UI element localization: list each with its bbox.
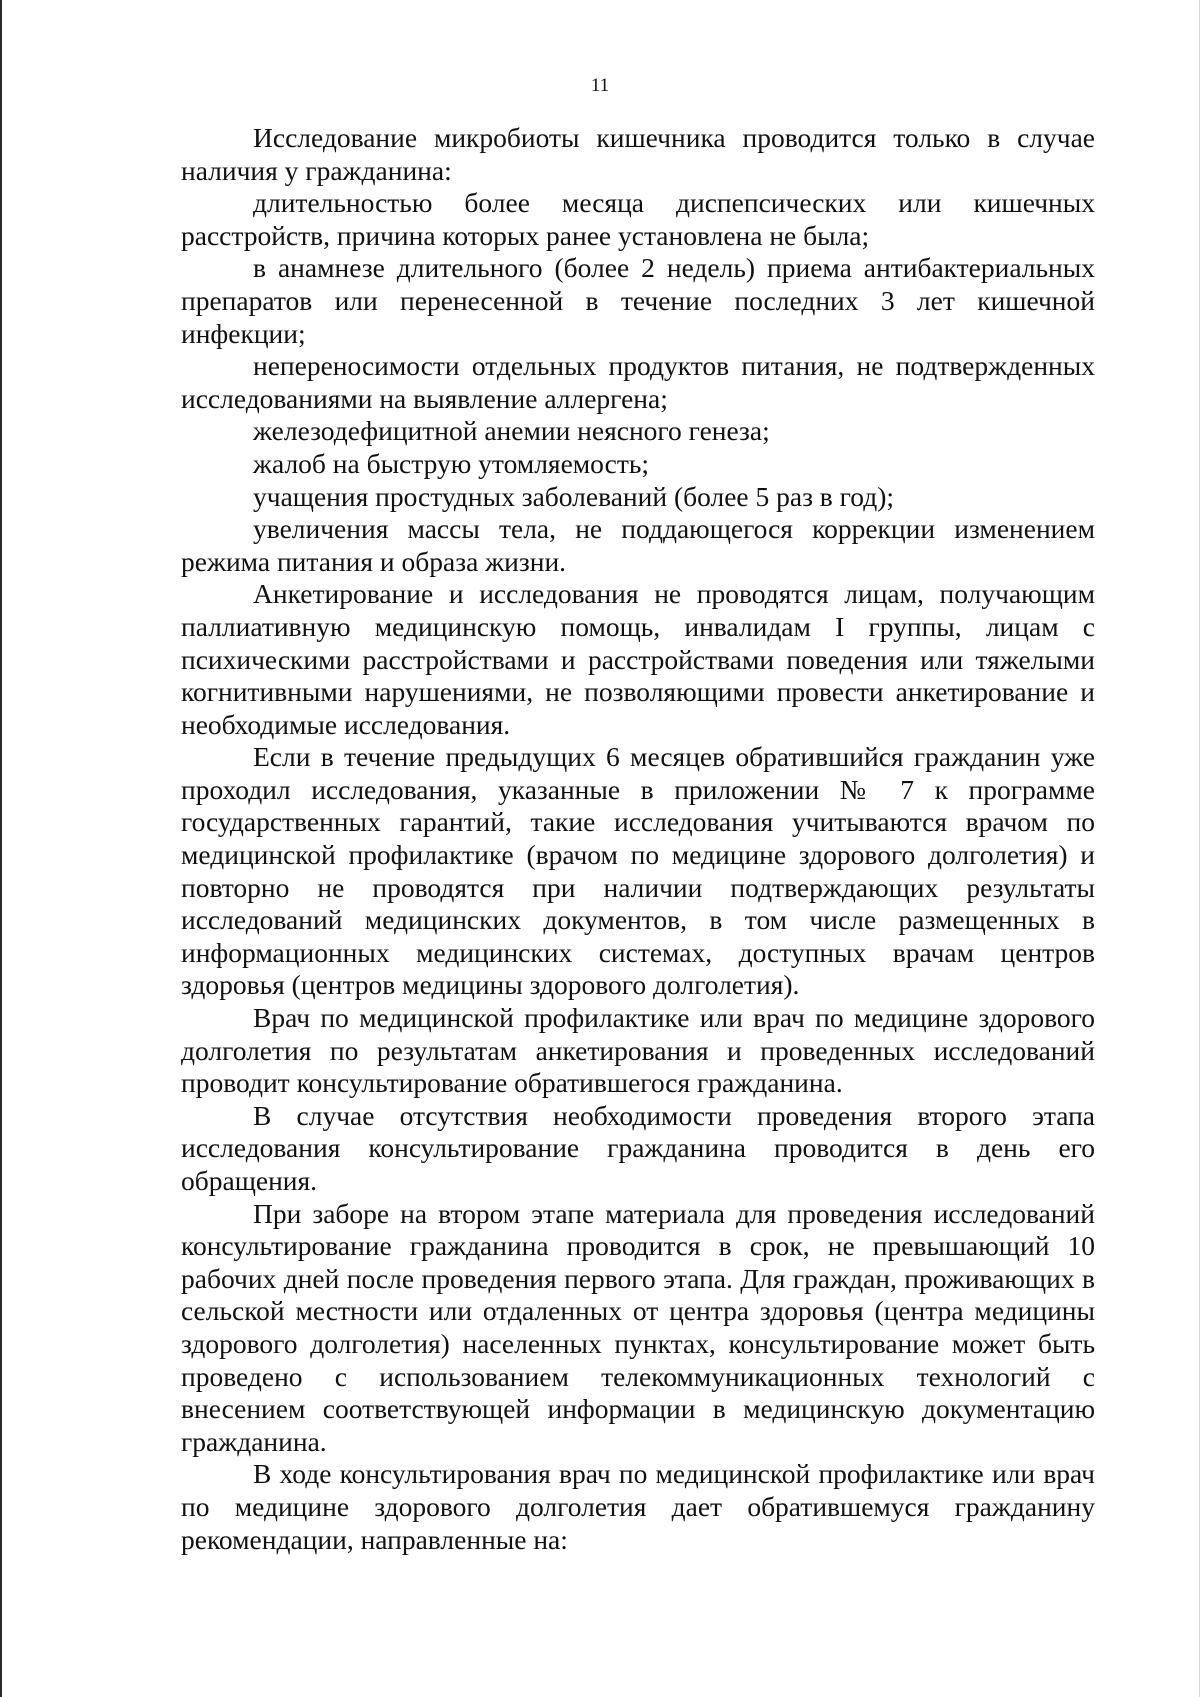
list-item: увеличения массы тела, не поддающегося коррекции изменением режима питания и образа жизни. xyxy=(181,513,1095,577)
page-number: 11 xyxy=(590,75,610,96)
list-item: длительностью более месяца диспепсических или кишечных расстройств, причина которых ранее установлена не была; xyxy=(181,187,1095,251)
list-item: в анамнезе длительного (более 2 недель) приема антибактериальных препаратов или перенесенной в течение последних 3 лет кишечной инфекции; xyxy=(181,252,1095,349)
paragraph: В случае отсутствия необходимости проведения второго этапа исследования консультирование гражданина проводится в день его обращения. xyxy=(181,1099,1095,1196)
list-item: учащения простудных заболеваний (более 5 раз в год); xyxy=(253,480,895,512)
paragraph: Исследование микробиоты кишечника проводится только в случае наличия у гражданина: xyxy=(181,122,1095,186)
paragraph: Врач по медицинской профилактике или врач по медицине здорового долголетия по результатам анкетирования и проведенных исследований проводит консультирование обратившегося гражданина. xyxy=(181,1002,1095,1099)
list-item: непереносимости отдельных продуктов питания, не подтвержденных исследованиями на выявление аллергена; xyxy=(181,350,1095,414)
list-item: жалоб на быструю утомляемость; xyxy=(253,447,650,479)
paragraph: При заборе на втором этапе материала для проведения исследований консультирование гражданина проводится в срок, не превышающий 10 рабочих дней после проведения первого этапа. Для граждан, проживающих в сельской местности или отдаленных от центра здоровья (центра медицины здорового долголетия) населенных пунктах, консультирование может быть проведено с использованием телекоммуникационных технологий с внесением соответствующей информации в медицинскую документацию гражданина. xyxy=(181,1197,1095,1457)
list-item: железодефицитной анемии неясного генеза; xyxy=(253,415,770,447)
paragraph: Если в течение предыдущих 6 месяцев обратившийся гражданин уже проходил исследования, указанные в приложении № 7 к программе государственных гарантий, такие исследования учитываются врачом по медицинской профилактике (врачом по медицине здорового долголетия) и повторно не проводятся при наличии подтверждающих результаты исследований медицинских документов, в том числе размещенных в информационных медицинских системах, доступных врачам центров здоровья (центров медицины здорового долголетия). xyxy=(181,741,1095,1001)
paragraph: В ходе консультирования врач по медицинской профилактике или врач по медицине здорового долголетия дает обратившемуся гражданину рекомендации, направленные на: xyxy=(181,1458,1095,1555)
document-body xyxy=(181,122,1095,1556)
paragraph: Анкетирование и исследования не проводятся лицам, получающим паллиативную медицинскую помощь, инвалидам I группы, лицам с психическими расстройствами и расстройствами поведения или тяжелыми когнитивными нарушениями, не позволяющими провести анкетирование и необходимые исследования. xyxy=(181,578,1095,740)
page-left-edge xyxy=(0,0,2,1697)
